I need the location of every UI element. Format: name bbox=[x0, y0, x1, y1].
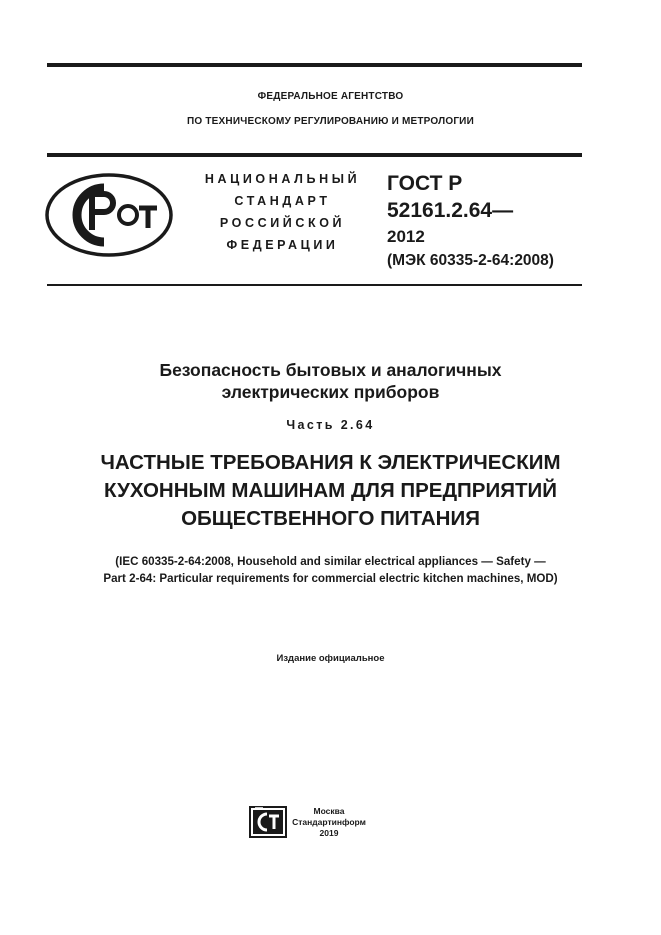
designation-line-3: 2012 bbox=[387, 227, 425, 246]
top-rule bbox=[47, 63, 582, 67]
main-title-line-2: КУХОННЫМ МАШИНАМ ДЛЯ ПРЕДПРИЯТИЙ bbox=[104, 479, 557, 502]
standard-type-line-4: ФЕДЕРАЦИИ bbox=[226, 238, 339, 252]
designation-line-4: (МЭК 60335-2-64:2008) bbox=[387, 252, 554, 269]
agency-line-1: ФЕДЕРАЛЬНОЕ АГЕНТСТВО bbox=[257, 91, 404, 102]
publisher-city: Москва bbox=[313, 806, 345, 816]
main-title bbox=[0, 449, 661, 533]
subtitle bbox=[0, 359, 661, 403]
international-reference bbox=[0, 553, 661, 587]
publisher-name: Стандартинформ bbox=[292, 817, 366, 827]
part-number: Часть 2.64 bbox=[286, 418, 375, 432]
designation bbox=[387, 170, 597, 273]
designation-line-2: 52161.2.64— bbox=[387, 199, 514, 222]
subtitle-line-1: Безопасность бытовых и аналогичных bbox=[159, 360, 502, 380]
publisher-year: 2019 bbox=[319, 828, 339, 838]
edition-note: Издание официальное bbox=[276, 653, 385, 664]
international-line-1: (IEC 60335-2-64:2008, Household and similar electrical appliances — Safety — bbox=[115, 555, 546, 568]
standard-type bbox=[190, 168, 375, 256]
gost-r-certification-logo bbox=[44, 172, 174, 258]
designation-line-1: ГОСТ Р bbox=[387, 172, 463, 195]
agency-line-2: ПО ТЕХНИЧЕСКОМУ РЕГУЛИРОВАНИЮ И МЕТРОЛОГИИ bbox=[187, 116, 474, 127]
standard-type-line-2: СТАНДАРТ bbox=[234, 194, 331, 208]
designation-rule bbox=[47, 284, 582, 286]
standard-type-line-3: РОССИЙСКОЙ bbox=[219, 216, 346, 230]
subtitle-line-2: электрических приборов bbox=[221, 382, 440, 402]
header-rule bbox=[47, 153, 582, 157]
main-title-line-3: ОБЩЕСТВЕННОГО ПИТАНИЯ bbox=[181, 507, 480, 530]
standard-type-line-1: НАЦИОНАЛЬНЫЙ bbox=[204, 172, 361, 186]
main-title-line-1: ЧАСТНЫЕ ТРЕБОВАНИЯ К ЭЛЕКТРИЧЕСКИМ bbox=[100, 451, 561, 474]
publisher bbox=[290, 806, 368, 839]
standartinform-logo-icon bbox=[249, 806, 287, 838]
international-line-2: Part 2-64: Particular requirements for commercial electric kitchen machines, MOD) bbox=[103, 572, 558, 585]
gost-r-logo-icon bbox=[44, 172, 174, 258]
publisher-logo bbox=[249, 806, 287, 838]
